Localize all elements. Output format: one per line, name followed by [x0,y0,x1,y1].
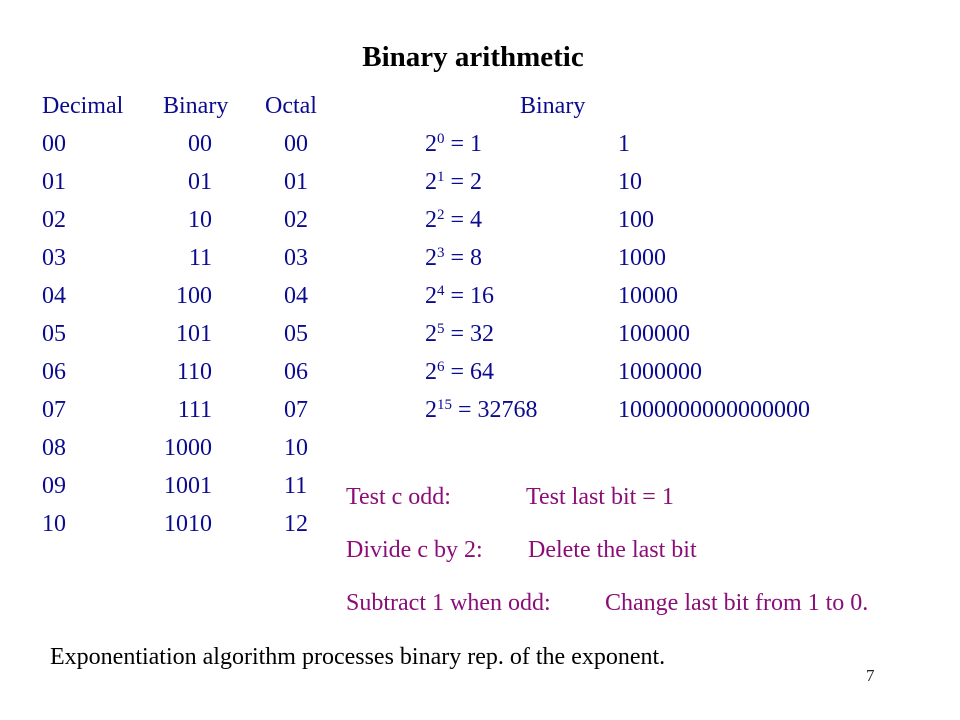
binary-cell: 10 [188,207,212,233]
octal-cell: 12 [284,511,308,537]
power-binary: 1000000000000000 [618,397,810,423]
power-base: 2 [425,245,437,271]
octal-cell: 02 [284,207,308,233]
power-expression [425,206,482,234]
octal-cell: 07 [284,397,308,423]
power-exponent: 15 [437,397,452,413]
power-value: = 64 [450,359,495,385]
power-value: = 32768 [458,397,538,423]
power-expression [425,244,482,272]
power-value: = 16 [450,283,495,309]
octal-cell: 00 [284,131,308,157]
binary-cell: 101 [176,321,212,347]
power-binary: 1000000 [618,359,702,385]
decimal-cell: 07 [42,397,66,423]
power-binary: 100000 [618,321,690,347]
page-number: 7 [866,666,875,685]
header-decimal: Decimal [42,93,124,119]
power-binary: 10000 [618,283,678,309]
binary-cell: 01 [188,169,212,195]
power-base: 2 [425,321,437,347]
binary-cell: 110 [176,359,212,385]
rule-action: Delete the last bit [528,537,697,563]
binary-cell: 1000 [164,435,212,461]
rule-action: Test last bit = 1 [526,484,674,510]
octal-cell: 01 [284,169,308,195]
decimal-cell: 10 [42,511,66,537]
power-value: = 4 [450,207,483,233]
decimal-cell: 06 [42,359,66,385]
power-expression [425,396,538,424]
power-binary: 10 [618,169,642,195]
rule-action: Change last bit from 1 to 0. [605,590,869,616]
header-powers-binary: Binary [520,93,586,119]
power-exponent: 2 [437,207,445,223]
power-exponent: 6 [437,359,445,375]
decimal-cell: 04 [42,283,66,309]
octal-cell: 04 [284,283,308,309]
power-exponent: 4 [437,283,445,299]
binary-cell: 1001 [164,473,212,499]
power-expression [425,320,494,348]
octal-cell: 05 [284,321,308,347]
decimal-cell: 02 [42,207,66,233]
power-base: 2 [425,359,437,385]
power-exponent: 0 [437,131,445,147]
decimal-cell: 05 [42,321,66,347]
power-value: = 2 [450,169,483,195]
rule-label: Test c odd: [346,484,451,510]
decimal-cell: 08 [42,435,66,461]
decimal-cell: 03 [42,245,66,271]
power-binary: 1 [618,131,630,157]
power-value: = 8 [450,245,483,271]
decimal-cell: 00 [42,131,66,157]
power-expression [425,168,482,196]
power-base: 2 [425,169,437,195]
octal-cell: 11 [284,473,308,499]
header-binary: Binary [163,93,229,119]
octal-cell: 03 [284,245,308,271]
power-binary: 100 [618,207,654,233]
footer-text: Exponentiation algorithm processes binary rep. of the exponent. [50,644,666,670]
binary-cell: 11 [188,245,212,271]
octal-cell: 10 [284,435,308,461]
power-expression [425,130,482,158]
binary-cell: 100 [176,283,212,309]
slide-title: Binary arithmetic [362,41,584,73]
binary-cell: 00 [188,131,212,157]
decimal-cell: 01 [42,169,66,195]
rule-label: Subtract 1 when odd: [346,590,551,616]
binary-cell: 1010 [164,511,212,537]
power-base: 2 [425,283,437,309]
power-base: 2 [425,207,437,233]
power-exponent: 5 [437,321,445,337]
power-expression [425,358,494,386]
power-base: 2 [425,397,437,423]
header-octal: Octal [265,93,317,119]
power-binary: 1000 [618,245,666,271]
power-base: 2 [425,131,437,157]
power-value: = 1 [450,131,483,157]
power-exponent: 3 [437,245,445,261]
rule-label: Divide c by 2: [346,537,483,563]
decimal-cell: 09 [42,473,66,499]
power-value: = 32 [450,321,495,347]
power-exponent: 1 [437,169,445,185]
power-expression [425,282,494,310]
binary-cell: 111 [177,397,212,423]
octal-cell: 06 [284,359,308,385]
